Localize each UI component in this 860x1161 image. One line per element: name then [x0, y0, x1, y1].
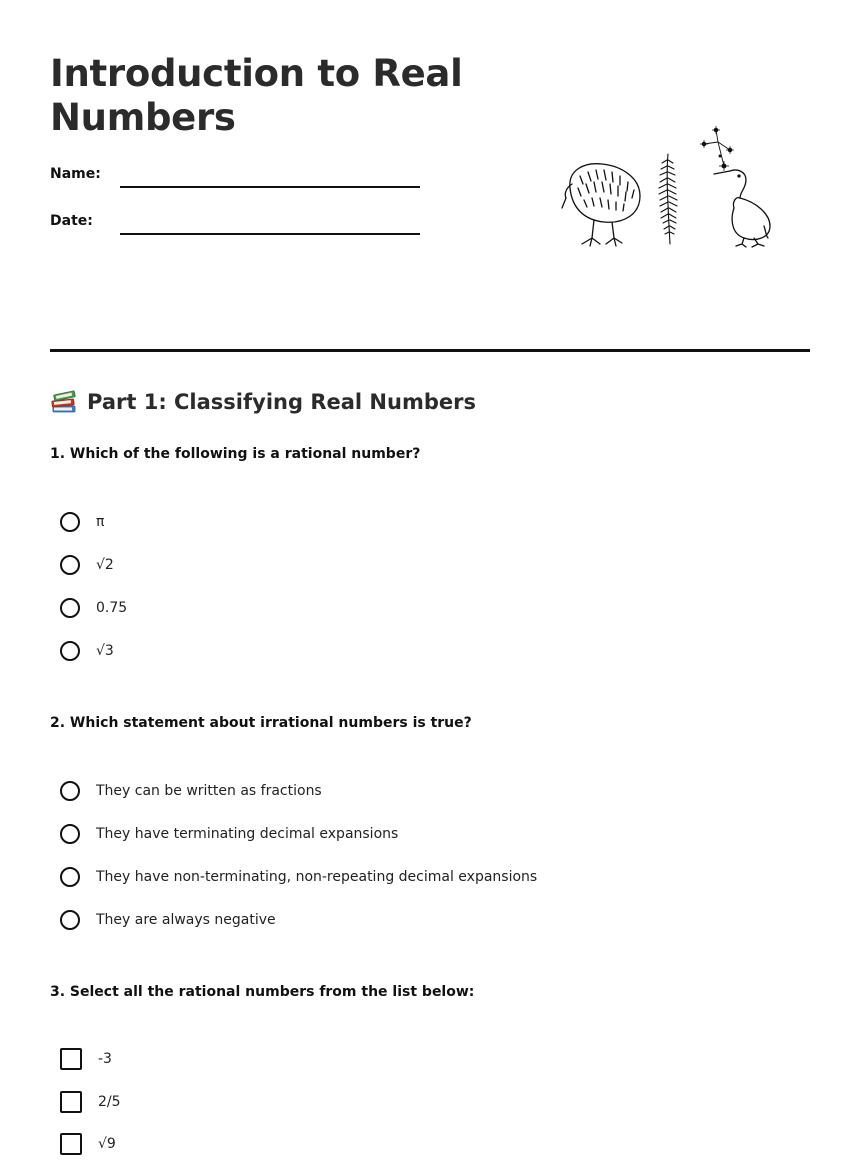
- q3-option-3[interactable]: [60, 1131, 116, 1157]
- option-label: √2: [96, 557, 114, 573]
- radio-button[interactable]: [60, 910, 80, 930]
- kiwi-bird-standing-icon: [714, 170, 770, 247]
- option-label: 0.75: [96, 600, 128, 616]
- q2-option-2[interactable]: [60, 821, 398, 847]
- question-1-text: 1. Which of the following is a rational number?: [50, 446, 421, 462]
- q2-option-4[interactable]: [60, 907, 276, 933]
- option-label: π: [96, 514, 105, 530]
- q2-option-1[interactable]: [60, 778, 322, 804]
- section-divider: [50, 349, 810, 352]
- books-icon: [50, 388, 78, 416]
- q1-option-1[interactable]: [60, 509, 104, 535]
- q3-option-2[interactable]: [60, 1089, 121, 1115]
- radio-button[interactable]: [60, 641, 80, 661]
- q1-option-3[interactable]: [60, 595, 127, 621]
- option-label: They can be written as fractions: [96, 783, 322, 799]
- q1-option-2[interactable]: [60, 552, 114, 578]
- q1-option-4[interactable]: [60, 638, 114, 664]
- option-label: They have terminating decimal expansions: [96, 826, 399, 842]
- question-3-text: 3. Select all the rational numbers from the list below:: [50, 984, 475, 1000]
- southern-cross-icon: [700, 126, 734, 171]
- option-label: They are always negative: [96, 912, 276, 928]
- name-input-line[interactable]: [120, 186, 420, 188]
- option-label: √3: [96, 643, 114, 659]
- name-label: Name:: [50, 166, 101, 182]
- fern-frond-icon: [659, 154, 677, 244]
- radio-button[interactable]: [60, 512, 80, 532]
- header-illustration: [560, 126, 780, 254]
- radio-button[interactable]: [60, 824, 80, 844]
- date-label: Date:: [50, 213, 93, 229]
- name-field: [50, 166, 420, 182]
- part1-heading: [50, 388, 476, 416]
- q3-option-1[interactable]: [60, 1046, 112, 1072]
- checkbox[interactable]: [60, 1091, 82, 1113]
- option-label: √9: [98, 1136, 116, 1152]
- checkbox[interactable]: [60, 1133, 82, 1155]
- kiwi-bird-icon: [562, 164, 640, 246]
- radio-button[interactable]: [60, 555, 80, 575]
- radio-button[interactable]: [60, 867, 80, 887]
- part1-title: Part 1: Classifying Real Numbers: [87, 390, 476, 414]
- radio-button[interactable]: [60, 598, 80, 618]
- option-label: 2/5: [98, 1094, 121, 1110]
- option-label: They have non-terminating, non-repeating decimal expansions: [96, 869, 538, 885]
- date-field: [50, 213, 420, 229]
- question-2-text: 2. Which statement about irrational numbers is true?: [50, 715, 472, 731]
- page-title: Introduction to Real Numbers: [50, 52, 463, 139]
- date-input-line[interactable]: [120, 233, 420, 235]
- checkbox[interactable]: [60, 1048, 82, 1070]
- radio-button[interactable]: [60, 781, 80, 801]
- q2-option-3[interactable]: [60, 864, 537, 890]
- option-label: -3: [98, 1051, 112, 1067]
